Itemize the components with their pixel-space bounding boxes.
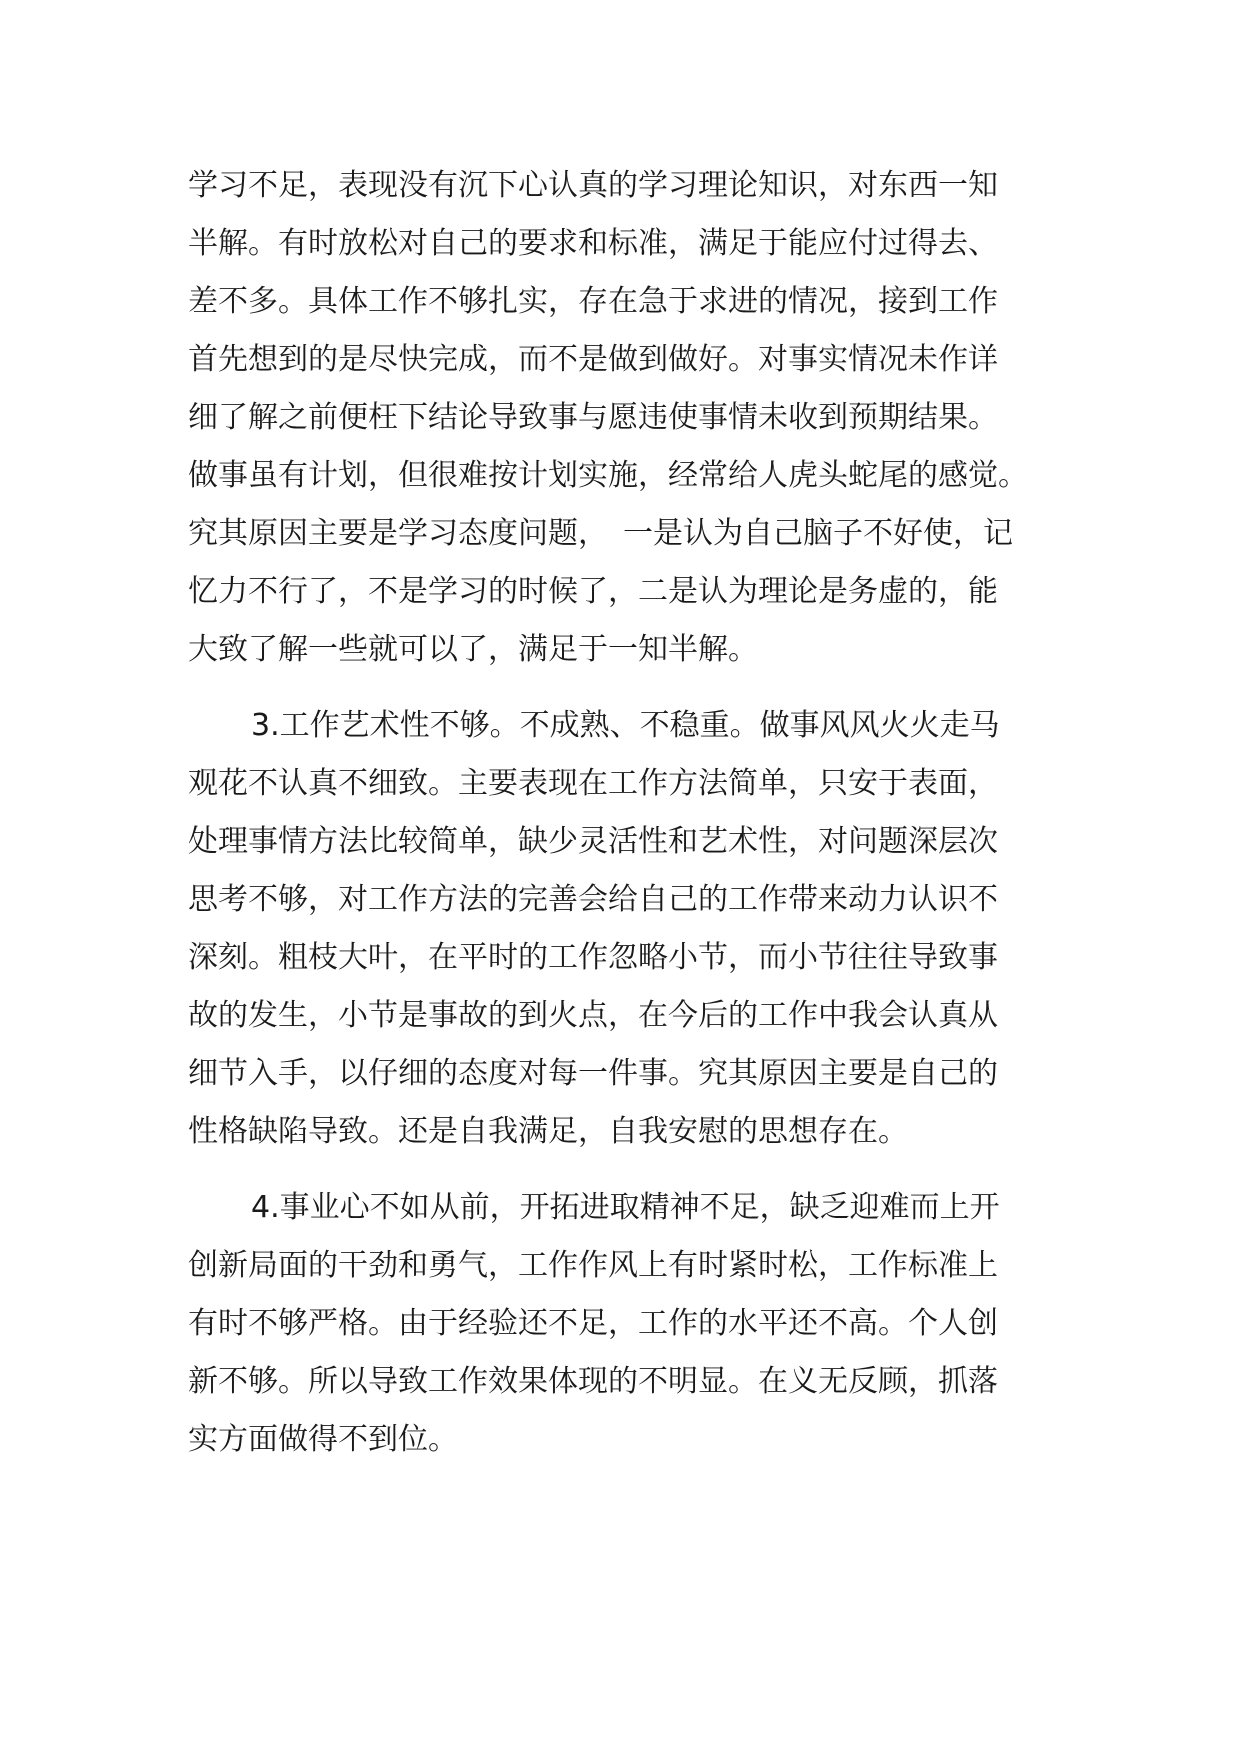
text-line: 首先想到的是尽快完成，而不是做到做好。对事实情况未作详: [188, 342, 998, 377]
text-line: 观花不认真不细致。主要表现在工作方法简单，只安于表面，: [188, 766, 998, 801]
text-line: 学习不足，表现没有沉下心认真的学习理论知识，对东西一知: [188, 168, 998, 203]
text-line: 细了解之前便枉下结论导致事与愿违使事情未收到预期结果。: [188, 400, 998, 435]
text-line: 大致了解一些就可以了，满足于一知半解。: [188, 632, 758, 667]
text-line: 故的发生，小节是事故的到火点，在今后的工作中我会认真从: [188, 998, 998, 1033]
text-line: 4.事业心不如从前，开拓进取精神不足，缺乏迎难而上开: [251, 1190, 1000, 1225]
text-line: 3.工作艺术性不够。不成熟、不稳重。做事风风火火走马: [251, 708, 1000, 743]
text-line: 细节入手，以仔细的态度对每一件事。究其原因主要是自己的: [188, 1056, 998, 1091]
paragraph-1: [188, 157, 1068, 679]
text-line: 性格缺陷导致。还是自我满足，自我安慰的思想存在。: [188, 1114, 908, 1149]
text-line: 究其原因主要是学习态度问题， 一是认为自己脑子不好使，记: [188, 516, 1013, 551]
text-line: 差不多。具体工作不够扎实，存在急于求进的情况，接到工作: [188, 284, 998, 319]
text-line: 处理事情方法比较简单，缺少灵活性和艺术性，对问题深层次: [188, 824, 998, 859]
document-body: [188, 157, 1068, 1469]
text-line: 新不够。所以导致工作效果体现的不明显。在义无反顾，抓落: [188, 1364, 998, 1399]
text-line: 半解。有时放松对自己的要求和标准，满足于能应付过得去、: [188, 226, 998, 261]
paragraph-3: [188, 1179, 1068, 1469]
text-line: 思考不够，对工作方法的完善会给自己的工作带来动力认识不: [188, 882, 998, 917]
text-line: 深刻。粗枝大叶，在平时的工作忽略小节，而小节往往导致事: [188, 940, 998, 975]
text-line: 实方面做得不到位。: [188, 1422, 458, 1457]
text-line: 有时不够严格。由于经验还不足，工作的水平还不高。个人创: [188, 1306, 998, 1341]
text-line: 做事虽有计划，但很难按计划实施，经常给人虎头蛇尾的感觉。: [188, 458, 1028, 493]
text-line: 忆力不行了，不是学习的时候了，二是认为理论是务虚的，能: [188, 574, 998, 609]
paragraph-2: [188, 697, 1068, 1161]
text-line: 创新局面的干劲和勇气，工作作风上有时紧时松，工作标准上: [188, 1248, 998, 1283]
